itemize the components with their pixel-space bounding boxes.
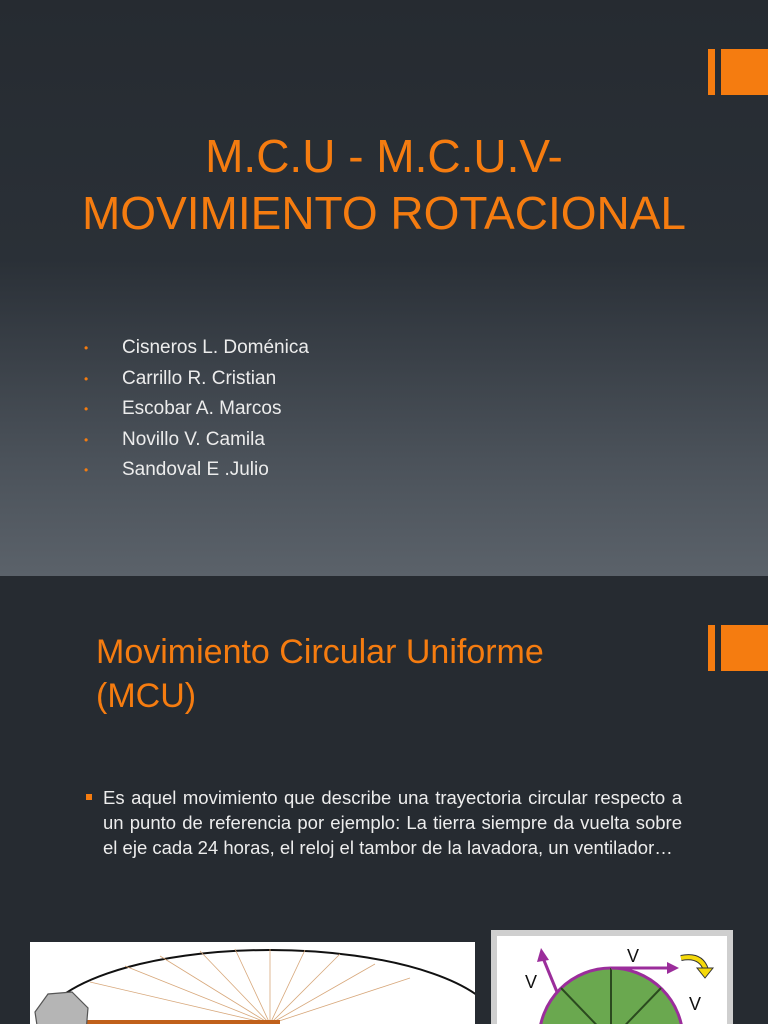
- rock-shape: [35, 992, 88, 1024]
- velocity-illustration: [491, 930, 733, 1024]
- accent-decoration: [708, 625, 768, 671]
- accent-block: [721, 49, 768, 95]
- accent-bar: [708, 49, 715, 95]
- trajectory-illustration: [30, 942, 475, 1024]
- author-name: Novillo V. Camila: [122, 428, 265, 450]
- title-line-1: Movimiento Circular Uniforme: [96, 633, 544, 671]
- bullet-icon: •: [84, 402, 89, 416]
- slide-title: [0, 128, 768, 242]
- definition-paragraph: [86, 785, 682, 860]
- slide-title: [96, 630, 656, 718]
- accent-bar: [708, 625, 715, 671]
- author-list: [80, 333, 309, 486]
- author-name: Cisneros L. Doménica: [122, 337, 309, 358]
- author-name: Escobar A. Marcos: [122, 398, 282, 419]
- author-item: [80, 425, 309, 456]
- accent-block: [721, 625, 768, 671]
- bullet-icon: •: [84, 341, 89, 355]
- definition-text: Es aquel movimiento que describe una trayectoria circular respecto a un punto de referencia por ejemplo: La tierra siempre da vuelta sobre el eje cada 24 horas, el reloj el tambor de la lavadora, un ventilador…: [103, 787, 682, 858]
- title-line-1: M.C.U - M.C.U.V-: [205, 130, 563, 182]
- mcu-slide: [0, 576, 768, 1024]
- accent-decoration: [708, 49, 768, 95]
- vector-label-left: V: [525, 972, 538, 992]
- author-item: [80, 333, 309, 364]
- author-name: Carrillo R. Cristian: [122, 367, 277, 389]
- trajectory-diagram: [30, 942, 475, 1024]
- velocity-diagram: [491, 930, 733, 1024]
- author-item: [80, 364, 309, 395]
- square-bullet-icon: [86, 794, 92, 800]
- bullet-icon: •: [84, 432, 89, 447]
- title-line-2: (MCU): [96, 677, 197, 715]
- author-name: Sandoval E .Julio: [122, 459, 269, 480]
- vector-label-top: V: [627, 946, 640, 966]
- vector-label-right: V: [689, 994, 702, 1014]
- author-item: [80, 394, 309, 425]
- bullet-icon: •: [84, 463, 89, 477]
- title-line-2: MOVIMIENTO ROTACIONAL: [81, 187, 687, 239]
- radius-lines: [90, 949, 410, 1024]
- trajectory-ellipse: [40, 950, 475, 1024]
- bullet-icon: •: [84, 371, 89, 386]
- axle-bar: [60, 1020, 280, 1024]
- author-item: [80, 455, 309, 486]
